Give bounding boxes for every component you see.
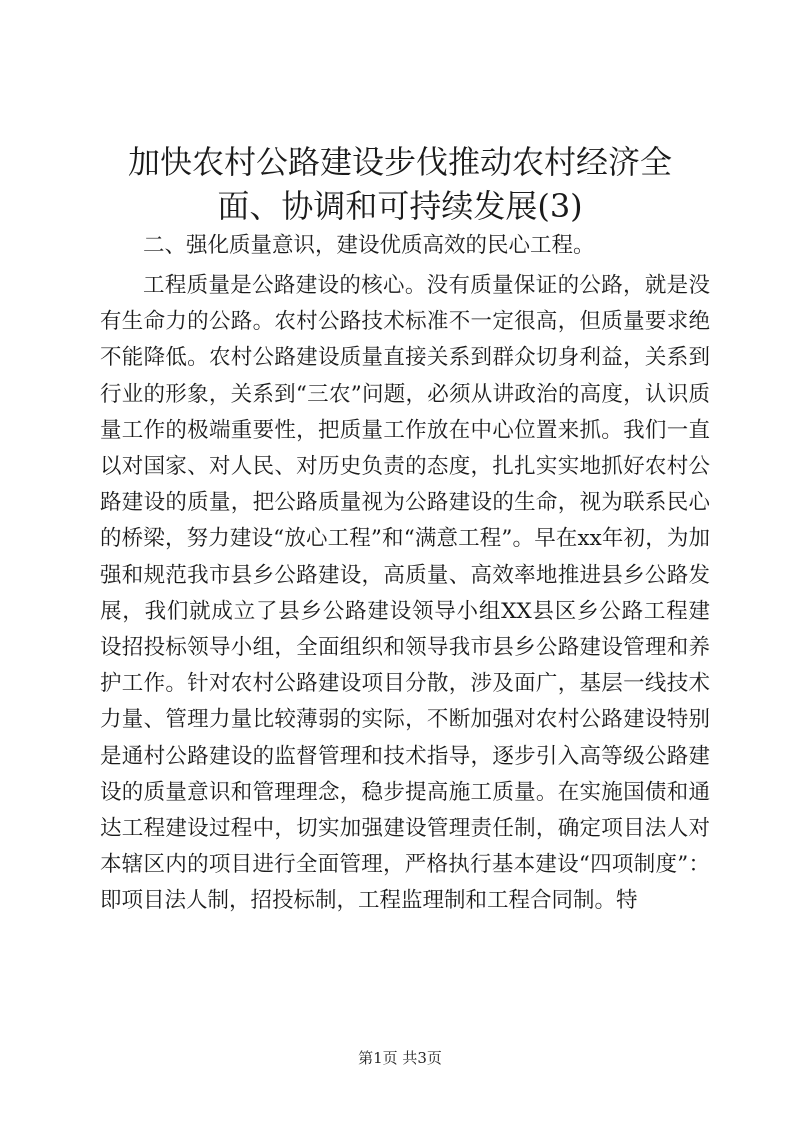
document-title: 加快农村公路建设步伐推动农村经济全面、协调和可持续发展(3) (127, 143, 672, 225)
body-paragraph: 工程质量是公路建设的核心。没有质量保证的公路，就是没有生命力的公路。农村公路技术标准不一定很高，但质量要求绝不能降低。农村公路建设质量直接关系到群众切身利益，关系到行业的形象，关系到“三农”问题，必须从讲政治的高度，认识质量工作的极端重要性，把质量工作放在中心位置来抓。我们一直以对国家、对人民、对历史负责的态度，扎扎实实地抓好农村公路建设的质量，把公路质量视为公路建设的生命，视为联系民心的桥梁，努力建设“放心工程”和“满意工程”。早在xx年初，为加强和规范我市县乡公路建设，高质量、高效率地推进县乡公路发展，我们就成立了县乡公路建设领导小组XX县区乡公路工程建设招投标领导小组，全面组织和领导我市县乡公路建设管理和养护工作。针对农村公路建设项目分散，涉及面广，基层一线技术力量、管理力量比较薄弱的实际，不断加强对农村公路建设特别是通村公路建设的监督管理和技术指导，逐步引入高等级公路建设的质量意识和管理理念，稳步提高施工质量。在实施国债和通达工程建设过程中，切实加强建设管理责任制，确定项目法人对本辖区内的项目进行全面管理，严格执行基本建设“四项制度”：即项目法人制，招投标制，工程监理制和工程合同制。特 (100, 273, 710, 914)
section-heading: 二、强化质量意识，建设优质高效的民心工程。 (143, 233, 595, 258)
page-footer: 第1页 共3页 (358, 1049, 442, 1067)
